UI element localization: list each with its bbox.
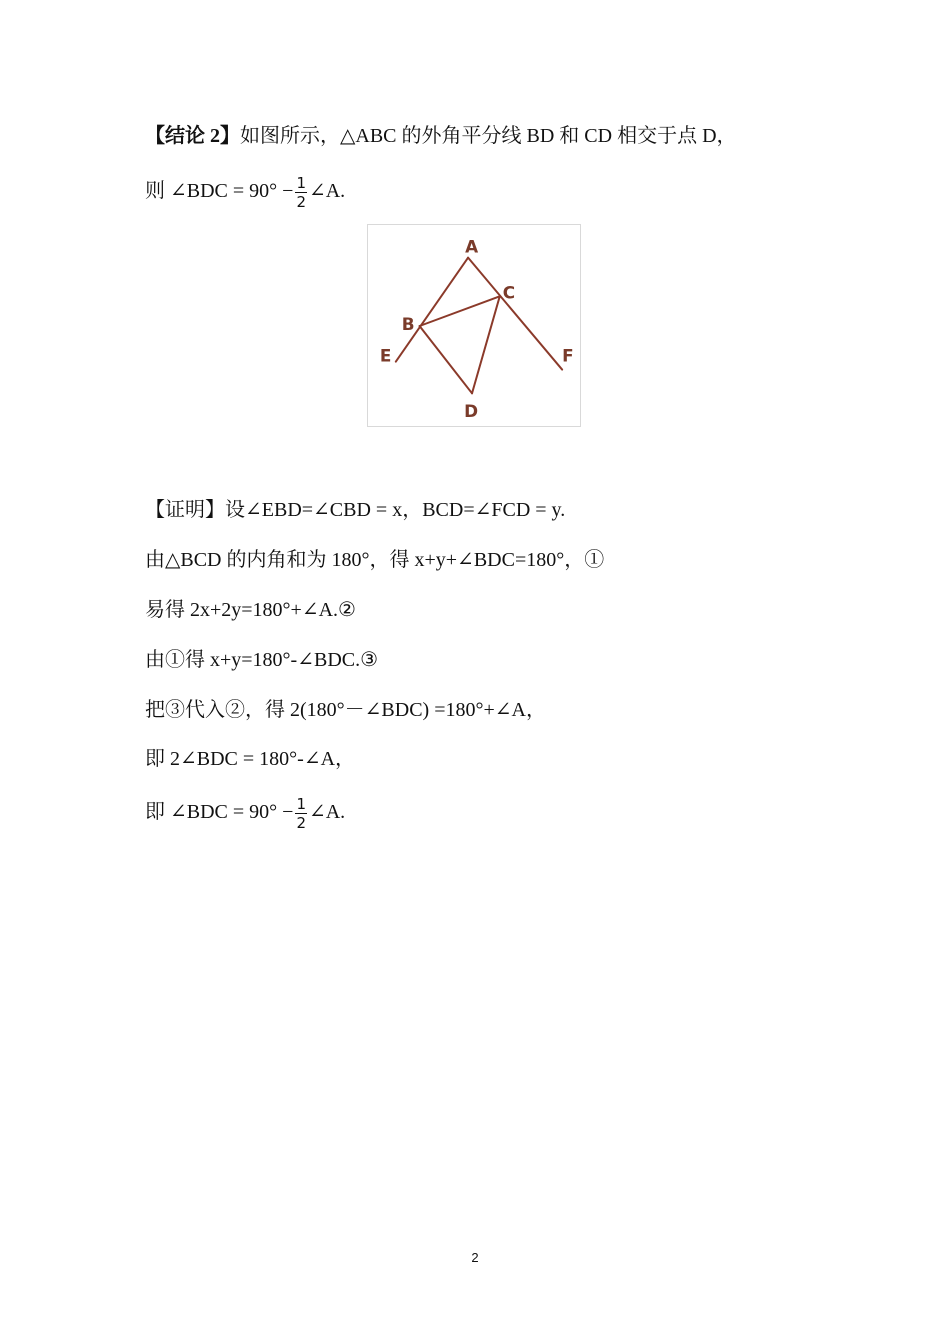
conclusion-formula-prefix: 则 ∠BDC = 90° − — [145, 180, 294, 203]
segment-AF — [468, 258, 562, 370]
conclusion-line-1 — [145, 122, 737, 150]
segment-BD — [420, 326, 472, 393]
proof-line-1 — [145, 496, 565, 524]
proof-line-5: 把③代入②，得 2(180°－∠BDC) =180°+∠A， — [145, 699, 546, 721]
label-D: D — [464, 401, 479, 422]
proof-text-1: 设∠EBD=∠CBD = x，BCD=∠FCD = y. — [225, 499, 566, 521]
fraction-denominator: 2 — [296, 814, 306, 832]
proof-formula-suffix: ∠A. — [308, 801, 346, 824]
proof-line-4: 由①得 x+y=180°-∠BDC.③ — [145, 649, 379, 671]
label-F: F — [562, 345, 574, 366]
fraction-denominator: 2 — [296, 193, 306, 211]
triangle-diagram — [368, 225, 580, 426]
conclusion-line-2 — [145, 174, 345, 211]
fraction-one-half — [295, 174, 307, 211]
proof-tag: 【证明】 — [145, 499, 225, 521]
label-B: B — [401, 313, 415, 334]
proof-line-7 — [145, 795, 345, 832]
proof-formula-prefix: 即 ∠BDC = 90° − — [145, 801, 294, 824]
proof-line-3: 易得 2x+2y=180°+∠A.② — [145, 599, 356, 621]
label-C: C — [502, 282, 516, 303]
segment-CD — [472, 296, 500, 393]
fraction-one-half — [295, 795, 307, 832]
conclusion-formula-suffix: ∠A. — [308, 180, 346, 203]
proof-line-6: 即 2∠BDC = 180°-∠A， — [145, 748, 356, 770]
geometry-figure — [367, 224, 581, 427]
conclusion-text: 如图所示，△ABC 的外角平分线 BD 和 CD 相交于点 D， — [240, 125, 737, 147]
label-A: A — [465, 236, 479, 257]
label-E: E — [379, 345, 392, 366]
conclusion-tag: 【结论 2】 — [145, 125, 240, 147]
fraction-numerator: 1 — [296, 174, 306, 192]
page-number: 2 — [471, 1250, 479, 1265]
segment-EA — [396, 258, 468, 362]
proof-line-2: 由△BCD 的内角和为 180°，得 x+y+∠BDC=180°，① — [145, 549, 605, 571]
fraction-numerator: 1 — [296, 795, 306, 813]
